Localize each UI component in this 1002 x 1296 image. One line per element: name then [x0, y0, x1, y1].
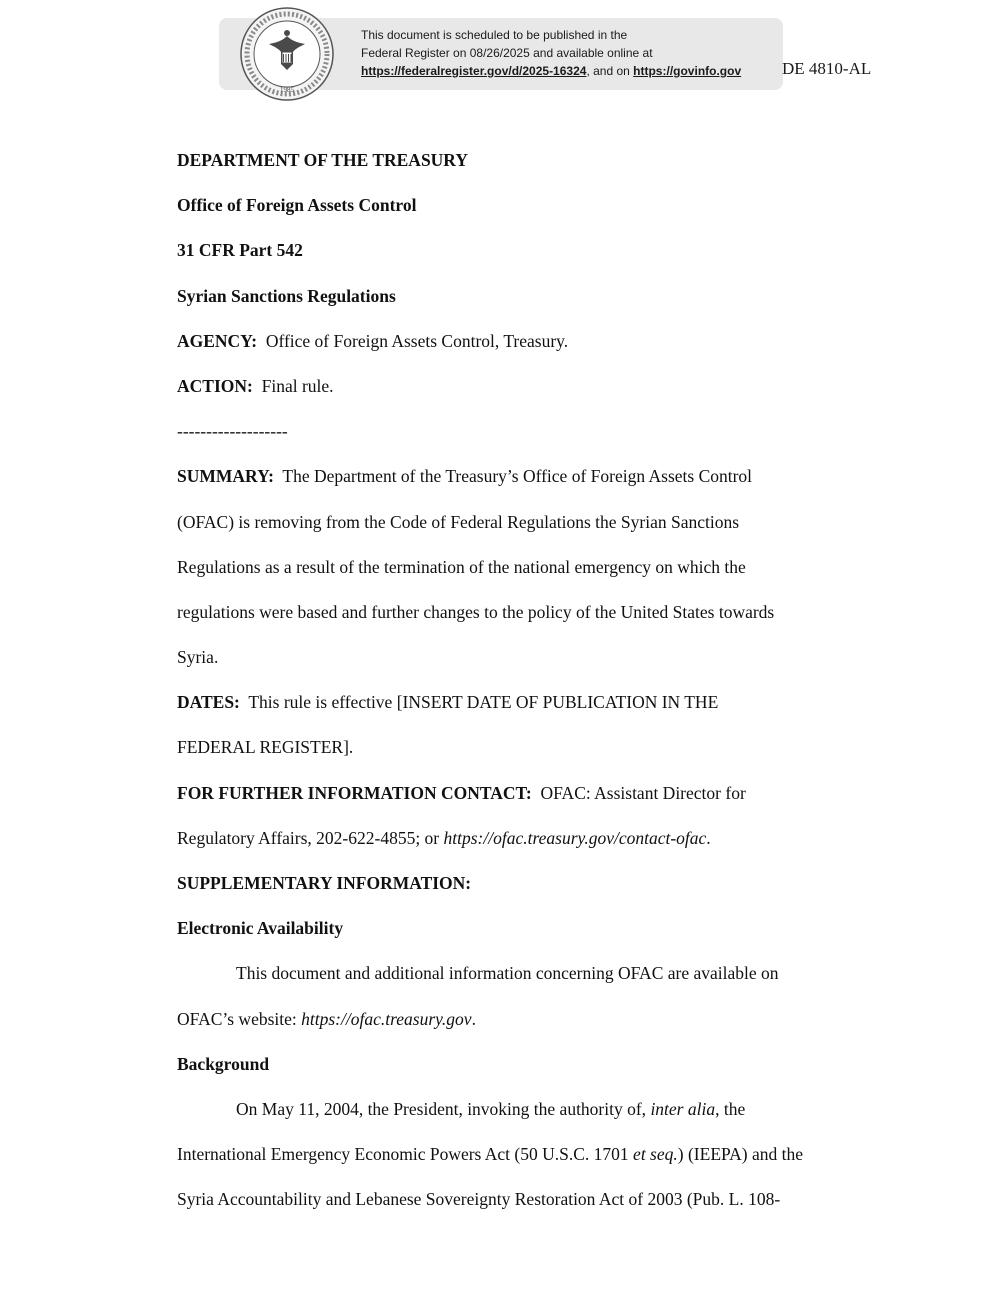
background-line-2 [177, 1132, 892, 1177]
svg-text:1985: 1985 [280, 86, 294, 94]
summary-label: SUMMARY: [177, 466, 274, 487]
banner-text [361, 26, 791, 80]
banner-line-1: This document is scheduled to be published in the [361, 28, 628, 42]
govinfo-link[interactable]: https://govinfo.gov [633, 64, 742, 78]
office-heading: Office of Foreign Assets Control [177, 195, 417, 216]
summary-line-5: Syria. [177, 647, 219, 668]
summary-line-3: Regulations as a result of the termination of the national emergency on which the [177, 556, 746, 577]
dates-line-2: FEDERAL REGISTER]. [177, 737, 354, 758]
background-text-2: International Emergency Economic Powers Act (50 U.S.C. 1701 [177, 1144, 634, 1165]
electronic-line-1: This document and additional information concerning OFAC are available on [236, 963, 779, 984]
banner-line-3 [361, 62, 791, 80]
summary-line-4: regulations were based and further changes to the policy of the United States towards [177, 601, 775, 622]
supplementary-heading: SUPPLEMENTARY INFORMATION: [177, 873, 472, 893]
contact-text-2-end: . [706, 827, 711, 848]
electronic-text-2-end: . [471, 1008, 476, 1029]
publication-banner [219, 18, 783, 94]
contact-line-1 [177, 771, 892, 816]
dates-label: DATES: [177, 692, 240, 713]
cfr-heading: 31 CFR Part 542 [177, 240, 303, 261]
billing-code: DE 4810-AL [782, 59, 872, 78]
background-text-1: On May 11, 2004, the President, invoking the authority of, [236, 1098, 651, 1119]
background-line-3: Syria Accountability and Lebanese Sovereignty Restoration Act of 2003 (Pub. L. 108- [177, 1189, 781, 1210]
action-text: Final rule. [261, 375, 334, 396]
action-label: ACTION: [177, 375, 253, 396]
background-line-1 [177, 1087, 892, 1132]
contact-line-2 [177, 816, 892, 861]
national-archives-seal-icon [239, 6, 335, 102]
banner-line-3-mid: , and on [586, 64, 634, 78]
regulation-title: Syrian Sanctions Regulations [177, 285, 396, 306]
electronic-availability-heading: Electronic Availability [177, 918, 344, 939]
contact-text-1: OFAC: Assistant Director for [540, 782, 746, 803]
document-body [177, 138, 892, 1223]
summary-line-1 [177, 454, 892, 499]
contact-ofac-link[interactable]: https://ofac.treasury.gov/contact-ofac [443, 827, 707, 848]
department-heading: DEPARTMENT OF THE TREASURY [177, 150, 468, 170]
dates-text-1: This rule is effective [INSERT DATE OF PUBLICATION IN THE [248, 692, 719, 713]
ofac-website-link[interactable]: https://ofac.treasury.gov [301, 1008, 472, 1029]
federal-register-link[interactable]: https://federalregister.gov/d/2025-16324 [361, 64, 587, 78]
electronic-text-2: OFAC’s website: [177, 1008, 302, 1029]
electronic-line-2 [177, 997, 892, 1042]
summary-line-2: (OFAC) is removing from the Code of Federal Regulations the Syrian Sanctions [177, 511, 740, 532]
agency-line [177, 319, 892, 364]
background-em-2: et seq. [633, 1144, 678, 1165]
banner-line-2: Federal Register on 08/26/2025 and available online at [361, 46, 653, 60]
contact-text-2: Regulatory Affairs, 202-622-4855; or [177, 827, 444, 848]
background-heading: Background [177, 1053, 270, 1074]
background-text-2-end: ) (IEEPA) and the [677, 1144, 803, 1165]
background-em-1: inter alia [650, 1098, 716, 1119]
agency-text: Office of Foreign Assets Control, Treasury. [265, 330, 569, 351]
background-text-1-end: , the [715, 1098, 746, 1119]
summary-text-1: The Department of the Treasury’s Office of Foreign Assets Control [282, 466, 753, 487]
separator: ------------------- [177, 421, 288, 442]
contact-label: FOR FURTHER INFORMATION CONTACT: [177, 782, 532, 803]
agency-label: AGENCY: [177, 330, 258, 351]
action-line [177, 364, 892, 409]
dates-line-1 [177, 680, 892, 725]
